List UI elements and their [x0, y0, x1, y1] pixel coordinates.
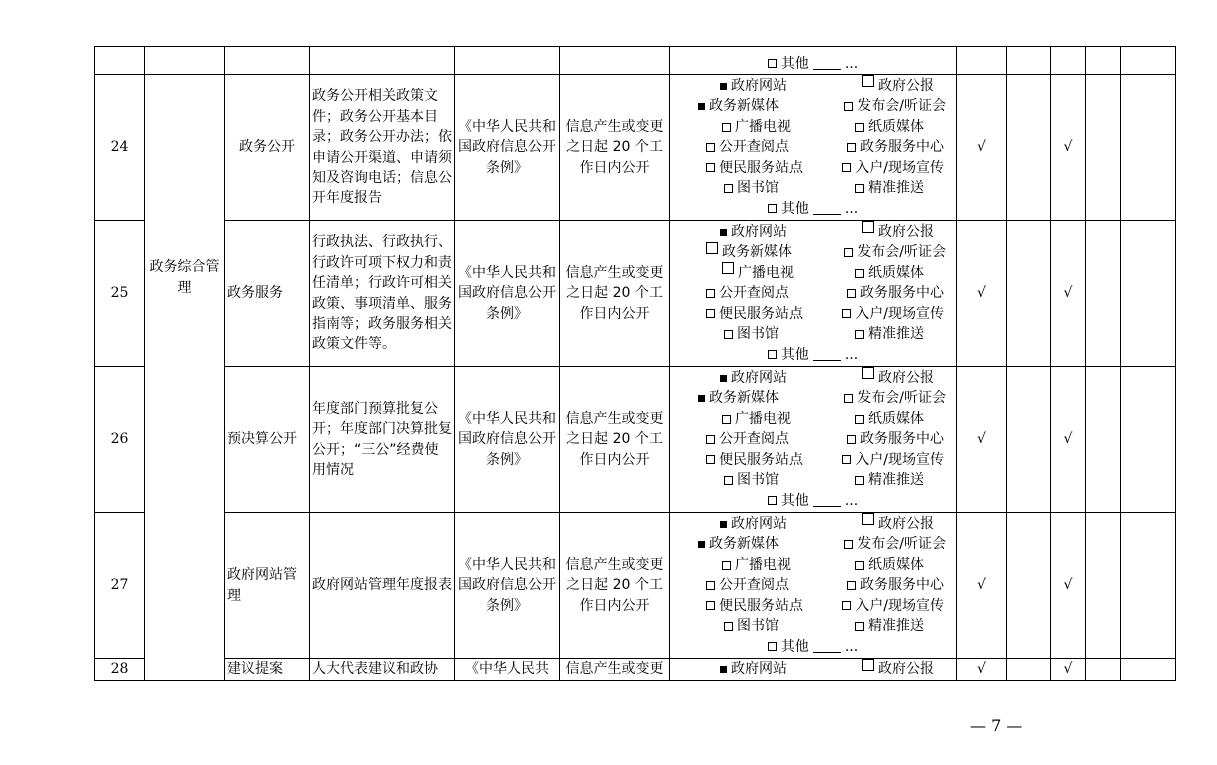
check-mark-1: √: [957, 75, 1007, 221]
channel-service-station: 便民服务站点: [719, 451, 803, 468]
checkbox-empty-icon: [855, 123, 864, 132]
channel-cell: [670, 75, 957, 221]
checkbox-empty-icon: [768, 642, 777, 651]
checkbox-empty-icon: [855, 415, 864, 424]
channel-gazette: 政府公报: [878, 370, 934, 387]
channel-other: 其他: [780, 346, 809, 363]
channel-push: 精准推送: [868, 472, 924, 489]
checkbox-empty-icon: [722, 262, 734, 274]
item-name: 政务公开: [225, 75, 310, 221]
ellipsis: ...: [844, 346, 859, 363]
channel-website: 政府网站: [731, 661, 787, 678]
checkbox-empty-icon: [842, 455, 851, 464]
checkbox-empty-icon: [842, 601, 851, 610]
cell-empty: [1121, 367, 1176, 513]
channel-library: 图书馆: [737, 618, 779, 635]
channel-library: 图书馆: [737, 326, 779, 343]
checkbox-filled-icon: [720, 229, 727, 236]
checkbox-empty-icon: [844, 540, 853, 549]
checkbox-empty-icon: [724, 330, 733, 339]
check-mark-2: √: [1051, 367, 1086, 513]
checkbox-empty-icon: [706, 601, 715, 610]
ellipsis: ...: [844, 638, 859, 655]
channel-library: 图书馆: [737, 180, 779, 197]
time-cell: 信息产生或变更之日起 20 个工作日内公开: [560, 513, 670, 659]
checkbox-empty-icon: [847, 435, 856, 444]
channel-tv: 广播电视: [738, 264, 794, 281]
checkbox-empty-icon: [855, 476, 864, 485]
channel-door-to-door: 入户/现场宣传: [855, 159, 944, 176]
checkbox-empty-icon: [768, 496, 777, 505]
channel-push: 精准推送: [868, 180, 924, 197]
cell-empty: [560, 47, 670, 75]
checkbox-empty-icon: [706, 581, 715, 590]
channel-tv: 广播电视: [735, 410, 791, 427]
basis-cell: 《中华人民共和国政府信息公开条例》: [455, 367, 560, 513]
channel-press: 发布会/听证会: [857, 244, 946, 261]
checkbox-empty-icon: [706, 163, 715, 172]
check-mark-2: √: [1051, 659, 1086, 681]
cell-empty: [1121, 659, 1176, 681]
channel-reading-room: 公开查阅点: [719, 285, 789, 302]
checkbox-empty-icon: [706, 455, 715, 464]
cell-empty: [1051, 47, 1086, 75]
check-mark-2: √: [1051, 221, 1086, 367]
channel-gazette: 政府公报: [878, 78, 934, 95]
checkbox-filled-icon: [698, 103, 705, 110]
cell-empty: [1121, 513, 1176, 659]
item-name: 政务服务: [225, 221, 310, 367]
table-row: [95, 221, 1176, 367]
channel-gazette: 政府公报: [878, 516, 934, 533]
basis-cell: 《中华人民共和国政府信息公开条例》: [455, 75, 560, 221]
cell-empty: [1086, 221, 1121, 367]
cell-empty: [1007, 47, 1051, 75]
channel-tv: 广播电视: [735, 118, 791, 135]
channel-door-to-door: 入户/现场宣传: [855, 305, 944, 322]
channel-push: 精准推送: [868, 618, 924, 635]
channel-new-media: 政务新媒体: [722, 244, 792, 261]
checkbox-empty-icon: [847, 581, 856, 590]
content-cell: 行政执法、行政执行、行政许可项下权力和责任清单；行政许可相关政策、事项清单、服务指南等；政务服务相关政策文件等。: [310, 221, 455, 367]
checkbox-empty-icon: [706, 309, 715, 318]
checkbox-empty-icon: [855, 561, 864, 570]
basis-cell: 《中华人民共和国政府信息公开条例》: [455, 513, 560, 659]
blank-line: [813, 57, 841, 70]
checkbox-filled-icon: [720, 521, 727, 528]
blank-line: [813, 494, 841, 507]
row-number: 24: [95, 75, 145, 221]
checkbox-empty-icon: [842, 163, 851, 172]
channel-cell: [670, 659, 957, 681]
cell-empty: [1086, 75, 1121, 221]
channel-press: 发布会/听证会: [857, 390, 946, 407]
checkbox-empty-icon: [722, 123, 731, 132]
checkbox-empty-icon: [862, 367, 874, 379]
category-cell: 政务综合管理: [145, 75, 225, 681]
channel-cell: [670, 513, 957, 659]
channel-reading-room: 公开查阅点: [719, 431, 789, 448]
row-number: 28: [95, 659, 145, 681]
table-row-continued: [95, 47, 1176, 75]
channel-new-media: 政务新媒体: [709, 536, 779, 553]
checkbox-empty-icon: [706, 289, 715, 298]
channel-website: 政府网站: [731, 370, 787, 387]
cell-empty: [455, 47, 560, 75]
channel-service-center: 政务服务中心: [860, 577, 944, 594]
channel-service-center: 政务服务中心: [860, 431, 944, 448]
ellipsis: ...: [844, 200, 859, 217]
item-name: 预决算公开: [225, 367, 310, 513]
channel-service-center: 政务服务中心: [860, 285, 944, 302]
page-number: — 7 —: [970, 716, 1023, 735]
channel-other: 其他: [780, 638, 809, 655]
time-cell: 信息产生或变更之日起 20 个工作日内公开: [560, 221, 670, 367]
cell-empty: [310, 47, 455, 75]
checkbox-empty-icon: [722, 415, 731, 424]
checkbox-filled-icon: [720, 83, 727, 90]
cell-empty: [957, 47, 1007, 75]
basis-cell: 《中华人民共: [455, 659, 560, 681]
channel-reading-room: 公开查阅点: [719, 577, 789, 594]
channel-other: 其他: [780, 200, 809, 217]
cell-empty: [1007, 367, 1051, 513]
checkbox-empty-icon: [768, 204, 777, 213]
item-name: 政府网站管理: [225, 513, 310, 659]
cell-empty: [1086, 513, 1121, 659]
check-mark-1: √: [957, 221, 1007, 367]
checkbox-filled-icon: [720, 375, 727, 382]
blank-line: [813, 202, 841, 215]
channel-gazette: 政府公报: [878, 224, 934, 241]
checkbox-filled-icon: [698, 541, 705, 548]
channel-service-station: 便民服务站点: [719, 159, 803, 176]
row-number: 27: [95, 513, 145, 659]
cell-empty: [1007, 513, 1051, 659]
channel-service-station: 便民服务站点: [719, 597, 803, 614]
checkbox-empty-icon: [855, 330, 864, 339]
checkbox-empty-icon: [855, 184, 864, 193]
check-mark-2: √: [1051, 75, 1086, 221]
checkbox-empty-icon: [855, 622, 864, 631]
checkbox-empty-icon: [768, 350, 777, 359]
basis-cell: 《中华人民共和国政府信息公开条例》: [455, 221, 560, 367]
channel-cell: [670, 47, 957, 75]
item-name: 建议提案: [225, 659, 310, 681]
check-mark-1: √: [957, 513, 1007, 659]
channel-reading-room: 公开查阅点: [719, 139, 789, 156]
channel-new-media: 政务新媒体: [709, 98, 779, 115]
content-cell: 政务公开相关政策文件；政务公开基本目录；政务公开办法；依申请公开渠道、申请须知及咨询电话；信息公开年度报告: [310, 75, 455, 221]
cell-empty: [145, 47, 225, 75]
cell-empty: [1007, 659, 1051, 681]
channel-paper: 纸质媒体: [868, 118, 924, 135]
time-cell: 信息产生或变更: [560, 659, 670, 681]
content-cell: 人大代表建议和政协: [310, 659, 455, 681]
blank-line: [813, 640, 841, 653]
channel-paper: 纸质媒体: [868, 556, 924, 573]
checkbox-empty-icon: [706, 242, 718, 254]
checkbox-empty-icon: [706, 435, 715, 444]
cell-empty: [1007, 221, 1051, 367]
channel-press: 发布会/听证会: [857, 98, 946, 115]
checkbox-empty-icon: [862, 659, 874, 671]
blank-line: [813, 348, 841, 361]
time-cell: 信息产生或变更之日起 20 个工作日内公开: [560, 75, 670, 221]
channel-other: 其他: [780, 492, 809, 509]
cell-empty: [1086, 47, 1121, 75]
channel-cell: [670, 367, 957, 513]
row-number: 26: [95, 367, 145, 513]
content-cell: 年度部门预算批复公开；年度部门决算批复公开；“三公”经费使用情况: [310, 367, 455, 513]
channel-service-station: 便民服务站点: [719, 305, 803, 322]
checkbox-empty-icon: [855, 269, 864, 278]
channel-library: 图书馆: [737, 472, 779, 489]
channel-press: 发布会/听证会: [857, 536, 946, 553]
channel-tv: 广播电视: [735, 556, 791, 573]
ellipsis: ...: [844, 55, 859, 72]
checkbox-empty-icon: [724, 622, 733, 631]
checkbox-empty-icon: [844, 102, 853, 111]
ellipsis: ...: [844, 492, 859, 509]
channel-gazette: 政府公报: [878, 661, 934, 678]
checkbox-empty-icon: [768, 59, 777, 68]
channel-push: 精准推送: [868, 326, 924, 343]
checkbox-empty-icon: [844, 394, 853, 403]
channel-website: 政府网站: [731, 78, 787, 95]
cell-empty: [95, 47, 145, 75]
disclosure-table: [94, 46, 1176, 681]
cell-empty: [1086, 659, 1121, 681]
table-row: [95, 367, 1176, 513]
channel-other: 其他: [780, 55, 809, 72]
checkbox-empty-icon: [847, 289, 856, 298]
channel-paper: 纸质媒体: [868, 410, 924, 427]
channel-website: 政府网站: [731, 516, 787, 533]
checkbox-filled-icon: [720, 666, 727, 673]
channel-service-center: 政务服务中心: [860, 139, 944, 156]
cell-empty: [1121, 221, 1176, 367]
cell-empty: [1121, 47, 1176, 75]
cell-empty: [1086, 367, 1121, 513]
checkbox-empty-icon: [862, 75, 874, 87]
check-mark-2: √: [1051, 513, 1086, 659]
channel-door-to-door: 入户/现场宣传: [855, 597, 944, 614]
channel-cell: [670, 221, 957, 367]
table-row: [95, 513, 1176, 659]
check-mark-1: √: [957, 367, 1007, 513]
check-mark-1: √: [957, 659, 1007, 681]
checkbox-empty-icon: [847, 143, 856, 152]
cell-empty: [225, 47, 310, 75]
checkbox-empty-icon: [724, 476, 733, 485]
checkbox-empty-icon: [862, 221, 874, 233]
checkbox-empty-icon: [862, 513, 874, 525]
channel-website: 政府网站: [731, 224, 787, 241]
cell-empty: [1121, 75, 1176, 221]
cell-empty: [1007, 75, 1051, 221]
checkbox-empty-icon: [724, 184, 733, 193]
checkbox-empty-icon: [722, 561, 731, 570]
table-row: [95, 75, 1176, 221]
table-row: [95, 659, 1176, 681]
checkbox-filled-icon: [698, 395, 705, 402]
row-number: 25: [95, 221, 145, 367]
content-cell: 政府网站管理年度报表: [310, 513, 455, 659]
channel-new-media: 政务新媒体: [709, 390, 779, 407]
checkbox-empty-icon: [706, 143, 715, 152]
checkbox-empty-icon: [842, 309, 851, 318]
time-cell: 信息产生或变更之日起 20 个工作日内公开: [560, 367, 670, 513]
channel-paper: 纸质媒体: [868, 264, 924, 281]
channel-door-to-door: 入户/现场宣传: [855, 451, 944, 468]
checkbox-empty-icon: [844, 248, 853, 257]
